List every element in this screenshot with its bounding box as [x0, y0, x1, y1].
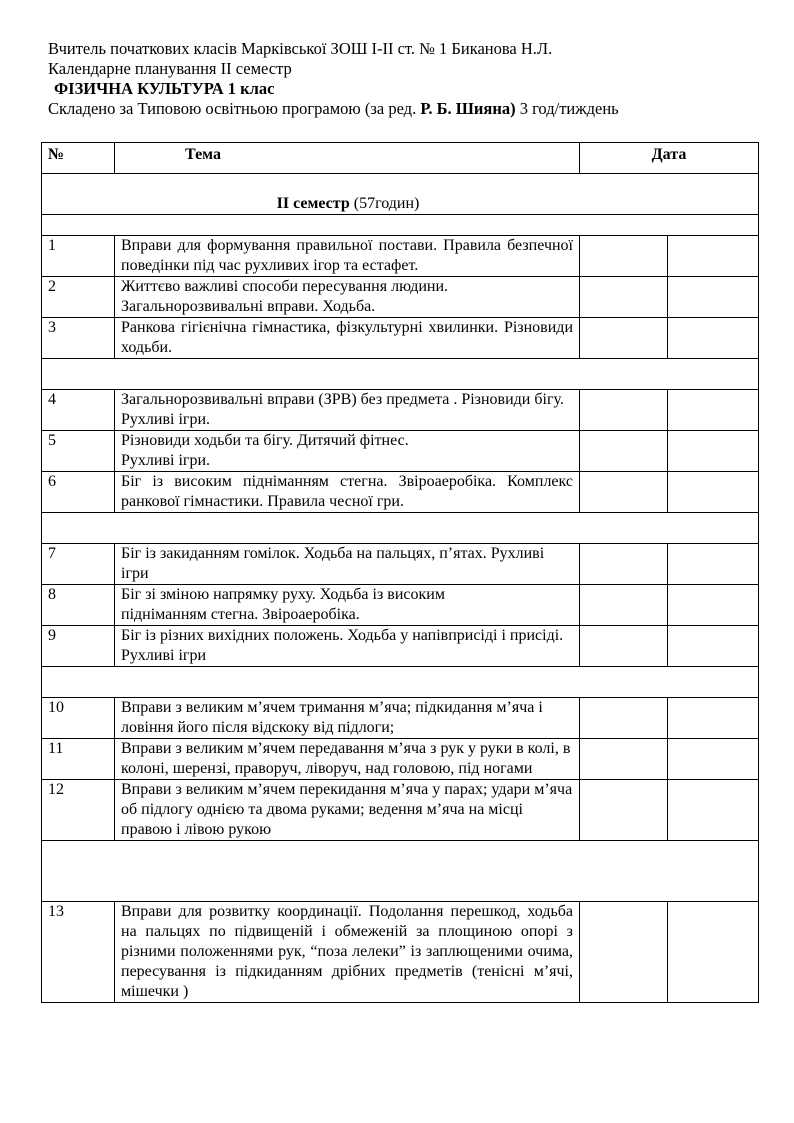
program-suffix: 3 год/тиждень — [515, 99, 619, 118]
table-row — [42, 902, 759, 1003]
date-cell[interactable] — [668, 626, 759, 667]
table-row — [42, 277, 759, 318]
header-topic: Тема — [115, 143, 580, 174]
semester-hours: (57годин) — [349, 195, 420, 212]
table-row — [42, 236, 759, 277]
row-topic: Вправи з великим м’ячем перекидання м’яча у парах; удари м’яча об підлогу однією та двома руками; ведення м’яча на місці правою і лівою рукою — [115, 780, 580, 841]
row-topic: Вправи для розвитку координації. Подолання перешкод, ходьба на пальцях по підвищеній і обмеженій за площиною опорі з різними положеннями рук, “поза лелеки” із заплющеними очима, пересування із підкиданням дрібних предметів (тенісні м’ячі, мішечки ) — [115, 902, 580, 1003]
date-cell[interactable] — [668, 318, 759, 359]
row-number: 4 — [42, 390, 115, 431]
row-number: 10 — [42, 698, 115, 739]
row-number: 8 — [42, 585, 115, 626]
row-number: 5 — [42, 431, 115, 472]
row-number: 1 — [42, 236, 115, 277]
date-cell[interactable] — [580, 902, 668, 1003]
table-row — [42, 472, 759, 513]
row-number: 11 — [42, 739, 115, 780]
blank-row — [42, 359, 759, 390]
date-cell[interactable] — [580, 390, 668, 431]
lesson-plan-table — [41, 142, 759, 1003]
blank-row — [42, 513, 759, 544]
row-topic: Вправи з великим м’ячем тримання м’яча; підкидання м’яча і ловіння його після відскоку від підлоги; — [115, 698, 580, 739]
semester-cell — [42, 174, 759, 215]
date-cell[interactable] — [668, 390, 759, 431]
date-cell[interactable] — [580, 472, 668, 513]
header-date: Дата — [580, 143, 759, 174]
date-cell[interactable] — [668, 236, 759, 277]
table-row — [42, 431, 759, 472]
table-row — [42, 390, 759, 431]
date-cell[interactable] — [668, 902, 759, 1003]
program-line — [48, 99, 619, 119]
row-topic: Вправи з великим м’ячем передавання м’яча з рук у руки в колі, в колоні, шерензі, праворуч, ліворуч, над головою, під ногами — [115, 739, 580, 780]
table-row — [42, 739, 759, 780]
date-cell[interactable] — [580, 277, 668, 318]
date-cell[interactable] — [580, 544, 668, 585]
date-cell[interactable] — [668, 739, 759, 780]
table-row — [42, 544, 759, 585]
row-number: 12 — [42, 780, 115, 841]
date-cell[interactable] — [580, 318, 668, 359]
row-topic: Біг із закиданням гомілок. Ходьба на пальцях, п’ятах. Рухливі ігри — [115, 544, 580, 585]
program-author: Р. Б. Шияна) — [420, 99, 516, 118]
date-cell[interactable] — [668, 431, 759, 472]
date-cell[interactable] — [668, 472, 759, 513]
row-number: 13 — [42, 902, 115, 1003]
table-row — [42, 780, 759, 841]
date-cell[interactable] — [668, 277, 759, 318]
row-topic: Загальнорозвивальні вправи (ЗРВ) без предмета . Різновиди бігу. Рухливі ігри. — [115, 390, 580, 431]
table-row — [42, 585, 759, 626]
row-number: 2 — [42, 277, 115, 318]
program-prefix: Складено за Типовою освітньою програмою (за ред. — [48, 99, 417, 118]
subject-title: ФІЗИЧНА КУЛЬТУРА 1 клас — [54, 79, 275, 98]
date-cell[interactable] — [580, 431, 668, 472]
row-number: 7 — [42, 544, 115, 585]
row-topic: Біг із різних вихідних положень. Ходьба у напівприсіді і присіді. Рухливі ігри — [115, 626, 580, 667]
date-cell[interactable] — [580, 739, 668, 780]
date-cell[interactable] — [580, 780, 668, 841]
date-cell[interactable] — [580, 585, 668, 626]
date-cell[interactable] — [668, 585, 759, 626]
table-row — [42, 626, 759, 667]
row-topic: Біг зі зміною напрямку руху. Ходьба із високим підніманням стегна. Звіроаеробіка. — [115, 585, 580, 626]
date-cell[interactable] — [668, 544, 759, 585]
blank-row — [42, 667, 759, 698]
row-topic: Різновиди ходьби та бігу. Дитячий фітнес. Рухливі ігри. — [115, 431, 580, 472]
plan-title: Календарне планування ІІ семестр — [48, 59, 292, 78]
row-topic: Вправи для формування правильної постави. Правила безпечної поведінки під час рухливих ігор та естафет. — [115, 236, 580, 277]
row-topic: Життєво важливі способи пересування людини. Загальнорозвивальні вправи. Ходьба. — [115, 277, 580, 318]
date-cell[interactable] — [580, 236, 668, 277]
date-cell[interactable] — [580, 698, 668, 739]
semester-row — [42, 174, 759, 215]
row-number: 3 — [42, 318, 115, 359]
date-cell[interactable] — [668, 698, 759, 739]
document-header — [48, 39, 619, 119]
table-row — [42, 698, 759, 739]
semester-label: ІІ семестр — [276, 195, 350, 212]
date-cell[interactable] — [668, 780, 759, 841]
teacher-line: Вчитель початкових класів Марківської ЗОШ І-ІІ ст. № 1 Биканова Н.Л. — [48, 39, 553, 58]
row-number: 6 — [42, 472, 115, 513]
date-cell[interactable] — [580, 626, 668, 667]
table-header-row — [42, 143, 759, 174]
table-row — [42, 318, 759, 359]
row-topic: Біг із високим підніманням стегна. Звіроаеробіка. Комплекс ранкової гімнастики. Правила чесної гри. — [115, 472, 580, 513]
blank-row — [42, 841, 759, 902]
blank-row — [42, 215, 759, 236]
header-number: № — [42, 143, 115, 174]
row-topic: Ранкова гігієнічна гімнастика, фізкультурні хвилинки. Різновиди ходьби. — [115, 318, 580, 359]
row-number: 9 — [42, 626, 115, 667]
